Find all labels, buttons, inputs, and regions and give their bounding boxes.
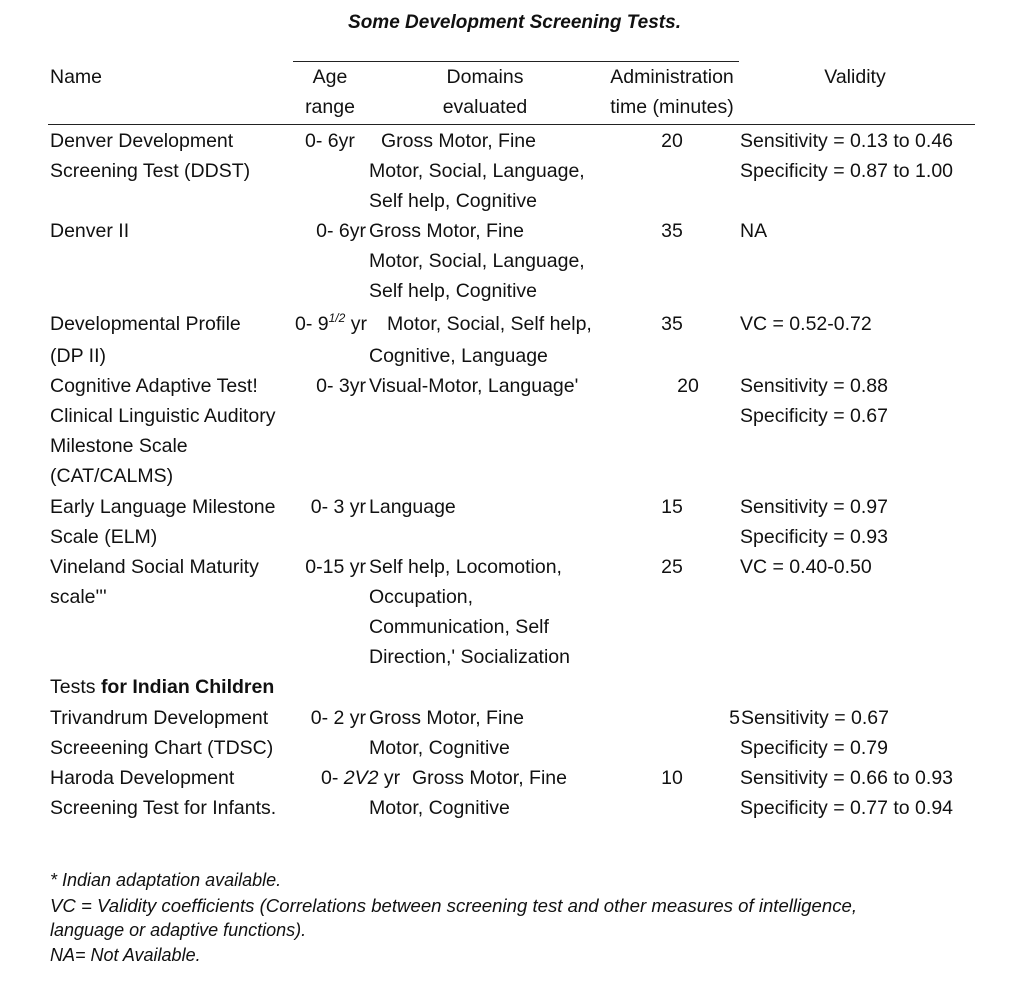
row-age: 0- 3yr [316,375,366,397]
row-domains: Cognitive, Language [369,345,548,367]
row-name: Vineland Social Maturity [50,556,259,578]
row-time: 20 [677,375,699,397]
row-validity: VC = 0.40-0.50 [740,556,872,578]
section-heading: Tests for Indian Children [50,676,275,698]
row-domains: Self help, Cognitive [369,280,538,302]
row-name: (DP II) [50,345,106,367]
row-domains: Gross Motor, Fine [381,130,536,152]
row-domains: Communication, Self [369,616,549,638]
row-name: Clinical Linguistic Auditory [50,405,276,427]
row-domains: Visual-Motor, Language' [369,375,579,397]
row-validity: NA [740,220,768,242]
row-validity: Specificity = 0.67 [740,405,888,427]
row-age: 0-15 yr [305,556,366,578]
row-name: Denver II [50,220,130,242]
row-name: Trivandrum Development [50,707,269,729]
row-name: Scale (ELM) [50,526,158,548]
row-name: Haroda Development [50,767,235,789]
row-time: 10 [661,767,683,789]
row-name: Cognitive Adaptive Test! [50,375,258,397]
header-domains-line2: evaluated [442,96,528,118]
footnote: NA= Not Available. [50,945,201,965]
row-age: 0- 2 yr [310,707,366,729]
row-domains: Occupation, [369,586,474,608]
row-time: 25 [661,556,683,578]
row-name: scale''' [50,586,107,608]
row-time: 35 [661,313,683,335]
footnote: * Indian adaptation available. [50,870,282,890]
row-validity: VC = 0.52-0.72 [740,313,872,335]
header-age-line2: range [305,96,355,118]
row-domains: Language [369,496,456,518]
row-time: 20 [661,130,683,152]
row-domains: Gross Motor, Fine [412,767,567,789]
row-name: Early Language Milestone [50,496,276,518]
row-validity: Sensitivity = 0.66 to 0.93 [740,767,954,789]
table-title: Some Development Screening Tests. [348,12,681,33]
row-domains: Motor, Social, Language, [369,160,585,182]
header-admin-line1: Administration [610,66,734,88]
header-domains-line1: Domains [446,66,524,88]
row-name: Screeening Chart (TDSC) [50,737,274,759]
row-domains: Motor, Cognitive [369,737,510,759]
row-time: 35 [661,220,683,242]
row-domains: Gross Motor, Fine [369,707,524,729]
row-validity: Specificity = 0.77 to 0.94 [740,797,954,819]
footnote: language or adaptive functions). [50,920,307,940]
row-name: Milestone Scale [50,435,188,457]
row-domains: Self help, Locomotion, [369,556,562,578]
row-age: 0- 6yr [316,220,366,242]
row-age: 0- 3 yr [310,496,366,518]
row-name: Denver Development [50,130,234,152]
header-admin-line2: time (minutes) [610,96,734,118]
row-age: 0- $9^{1/2}$ yr [295,311,367,335]
row-domains: Motor, Social, Self help, [387,313,592,335]
row-name: (CAT/CALMS) [50,465,174,487]
row-validity: Specificity = 0.79 [740,737,888,759]
row-validity: Sensitivity = 0.13 to 0.46 [740,130,954,152]
row-validity: Specificity = 0.93 [740,526,888,548]
row-domains: Motor, Cognitive [369,797,510,819]
row-validity: Sensitivity = 0.97 [740,496,888,518]
header-age-line1: Age [312,66,348,88]
row-validity: Sensitivity = 0.88 [740,375,888,397]
row-domains: Gross Motor, Fine [369,220,524,242]
row-time: 15 [661,496,683,518]
row-validity: Specificity = 0.87 to 1.00 [740,160,954,182]
row-validity: Sensitivity = 0.67 [741,707,889,729]
row-age: 0- 2V2 yr [321,767,401,789]
row-name: Screening Test for Infants. [50,797,277,819]
header-validity: Validity [824,66,886,88]
row-domains: Direction,' Socialization [369,646,570,668]
footnote: VC = Validity coefficients (Correlations between screening test and other measures of intelligence, [50,895,858,916]
row-name: Screening Test (DDST) [50,160,251,182]
header-bottom-rule [48,124,975,125]
row-domains: Motor, Social, Language, [369,250,585,272]
row-domains: Self help, Cognitive [369,190,538,212]
row-age: 0- 6yr [305,130,355,152]
row-name: Developmental Profile [50,313,241,335]
header-name: Name [50,66,103,88]
row-time: 5 [729,707,740,729]
